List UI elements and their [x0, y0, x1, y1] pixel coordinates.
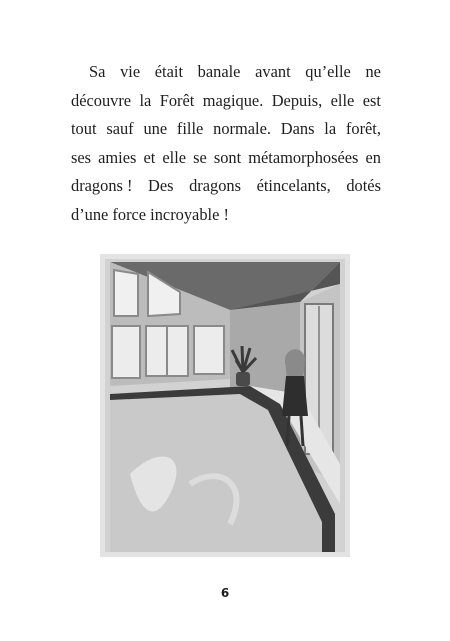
word: Forêt: [159, 90, 195, 110]
word: Des: [148, 176, 174, 195]
word: métamorphosées: [248, 147, 359, 167]
word: Dans: [280, 119, 315, 138]
word: avant: [255, 62, 291, 81]
word: dragons !: [71, 176, 133, 195]
word: sauf: [106, 119, 134, 138]
word: dotés: [346, 176, 381, 195]
text-line: [71, 58, 381, 87]
paragraph: [71, 58, 381, 229]
girl-dress: [282, 376, 308, 416]
word: tout: [71, 119, 97, 138]
word: se: [193, 147, 207, 167]
word: magique.: [202, 90, 264, 110]
word: sont: [213, 147, 242, 167]
word: ne: [365, 62, 381, 81]
girl-leg: [301, 416, 303, 446]
upper-window: [114, 270, 138, 316]
word: Sa: [89, 62, 106, 81]
text-line: [71, 172, 381, 201]
pool-scene-image: [100, 254, 350, 557]
lower-window: [112, 326, 140, 378]
word: qu’elle: [305, 62, 351, 81]
word: dragons: [189, 176, 242, 195]
word: et: [143, 147, 156, 167]
plant-pot: [236, 372, 250, 386]
word: était: [154, 62, 183, 81]
text-line: [71, 115, 381, 144]
text-line: [71, 201, 381, 230]
word: elle: [330, 90, 355, 110]
word: banale: [197, 62, 241, 81]
page-number: 6: [220, 586, 230, 600]
illustration: [100, 254, 350, 557]
word: normale.: [213, 119, 271, 138]
word: découvre: [71, 90, 132, 110]
word: fille: [176, 119, 204, 138]
word: Depuis,: [271, 90, 323, 110]
word: est: [362, 90, 381, 110]
word: forêt,: [345, 119, 381, 138]
word: d’une force incroyable !: [71, 204, 229, 224]
word: la: [324, 119, 337, 138]
word: elle: [162, 147, 187, 167]
word: étincelants,: [256, 176, 331, 195]
word: en: [365, 147, 381, 167]
text-line: [71, 144, 381, 173]
word: la: [139, 90, 152, 110]
word: vie: [120, 62, 141, 81]
girl-leg: [287, 416, 289, 446]
word: ses: [71, 147, 92, 167]
word: une: [143, 119, 168, 138]
lower-window: [194, 326, 224, 374]
word: amies: [98, 147, 137, 167]
text-line: [71, 87, 381, 116]
